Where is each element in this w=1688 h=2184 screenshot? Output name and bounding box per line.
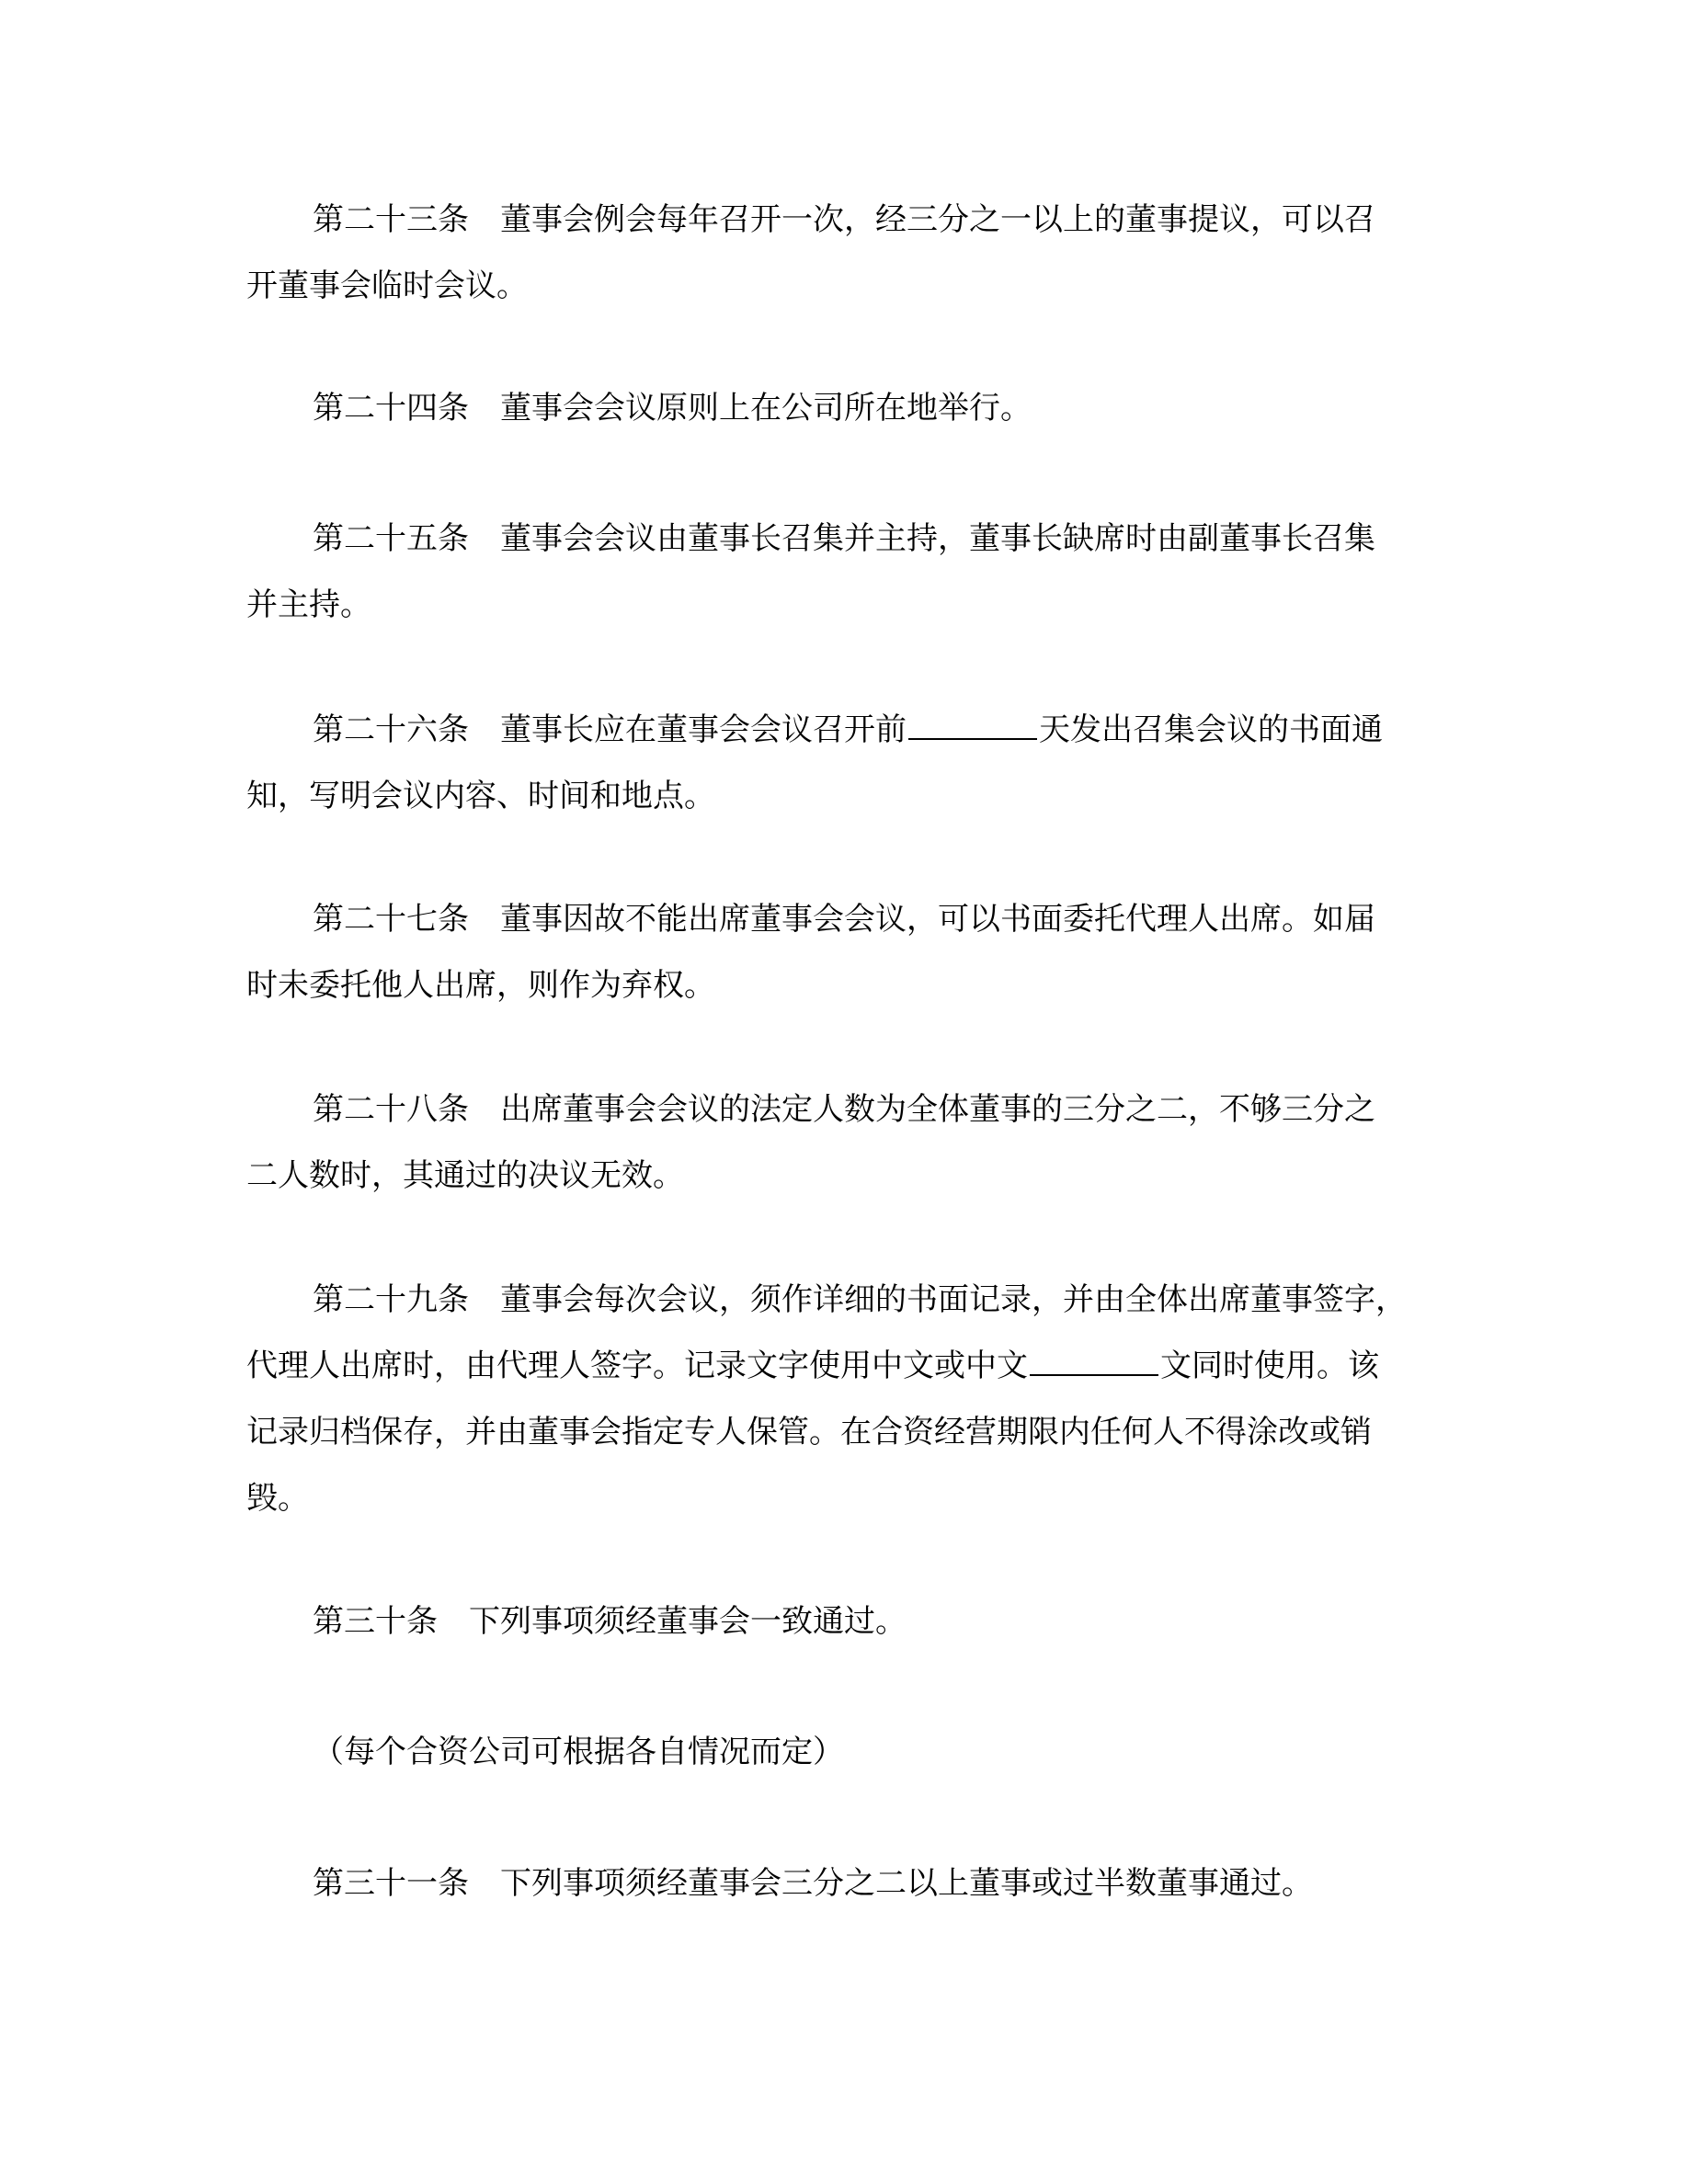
article-number: 第三十条 (313, 1603, 438, 1640)
note-text: （每个合资公司可根据各自情况而定） (313, 1734, 844, 1770)
article-24 (246, 375, 1432, 441)
article-29-first-line (246, 1267, 1432, 1333)
article-text: 二人数时，其通过的决议无效。 (246, 1157, 684, 1194)
article-text: 下列事项须经董事会一致通过。 (469, 1603, 907, 1640)
article-text: 董事会会议原则上在公司所在地举行。 (500, 390, 1032, 427)
article-25 (246, 506, 1432, 638)
article-28 (246, 1076, 1432, 1209)
article-number: 第二十九条 (313, 1281, 469, 1318)
article-text: 董事会会议由董事长召集并主持，董事长缺席时由副董事长召集 (500, 520, 1375, 557)
article-text: 并主持。 (246, 586, 371, 623)
article-text: 董事会每次会议，须作详细的书面记录，并由全体出席董事签字， (500, 1281, 1407, 1318)
article-text: 开董事会临时会议。 (246, 267, 528, 304)
article-text: 董事会例会每年召开一次，经三分之一以上的董事提议，可以召 (500, 201, 1375, 238)
article-31 (246, 1850, 1432, 1917)
article-29-second-line (246, 1333, 1432, 1399)
article-text: 董事因故不能出席董事会会议，可以书面委托代理人出席。如届 (500, 901, 1375, 938)
article-26-first-line (246, 697, 1432, 763)
article-30-note (246, 1719, 1432, 1785)
article-number: 第二十三条 (313, 201, 469, 238)
article-text: 毁。 (246, 1480, 309, 1517)
article-text: 知，写明会议内容、时间和地点。 (246, 778, 715, 814)
article-26 (246, 697, 1432, 829)
article-24-first-line (246, 375, 1432, 441)
article-text: 记录归档保存，并由董事会指定专人保管。在合资经营期限内任何人不得涂改或销 (246, 1414, 1372, 1450)
article-27-first-line (246, 886, 1432, 952)
article-23 (246, 187, 1432, 319)
article-28-first-line (246, 1076, 1432, 1143)
article-text: 天发出召集会议的书面通 (1039, 711, 1383, 748)
article-27 (246, 886, 1432, 1018)
article-text: 文同时使用。该 (1160, 1348, 1379, 1384)
article-number: 第三十一条 (313, 1865, 469, 1902)
article-number: 第二十六条 (313, 711, 469, 748)
article-text: 董事长应在董事会会议召开前 (500, 711, 907, 748)
article-text: 代理人出席时，由代理人签字。记录文字使用中文或中文 (246, 1348, 1028, 1384)
article-23-first-line (246, 187, 1432, 253)
article-30-first-line (246, 1588, 1432, 1655)
article-29 (246, 1267, 1432, 1531)
article-25-first-line (246, 506, 1432, 572)
article-text: 下列事项须经董事会三分之二以上董事或过半数董事通过。 (500, 1865, 1313, 1902)
article-30 (246, 1588, 1432, 1655)
article-text: 出席董事会会议的法定人数为全体董事的三分之二，不够三分之 (500, 1091, 1375, 1128)
article-number: 第二十五条 (313, 520, 469, 557)
article-number: 第二十四条 (313, 390, 469, 427)
article-number: 第二十七条 (313, 901, 469, 938)
article-text: 时未委托他人出席，则作为弃权。 (246, 967, 715, 1004)
fill-in-blank-days[interactable] (908, 711, 1037, 740)
article-number: 第二十八条 (313, 1091, 469, 1128)
article-31-first-line (246, 1850, 1432, 1917)
fill-in-blank-language[interactable] (1030, 1347, 1158, 1376)
